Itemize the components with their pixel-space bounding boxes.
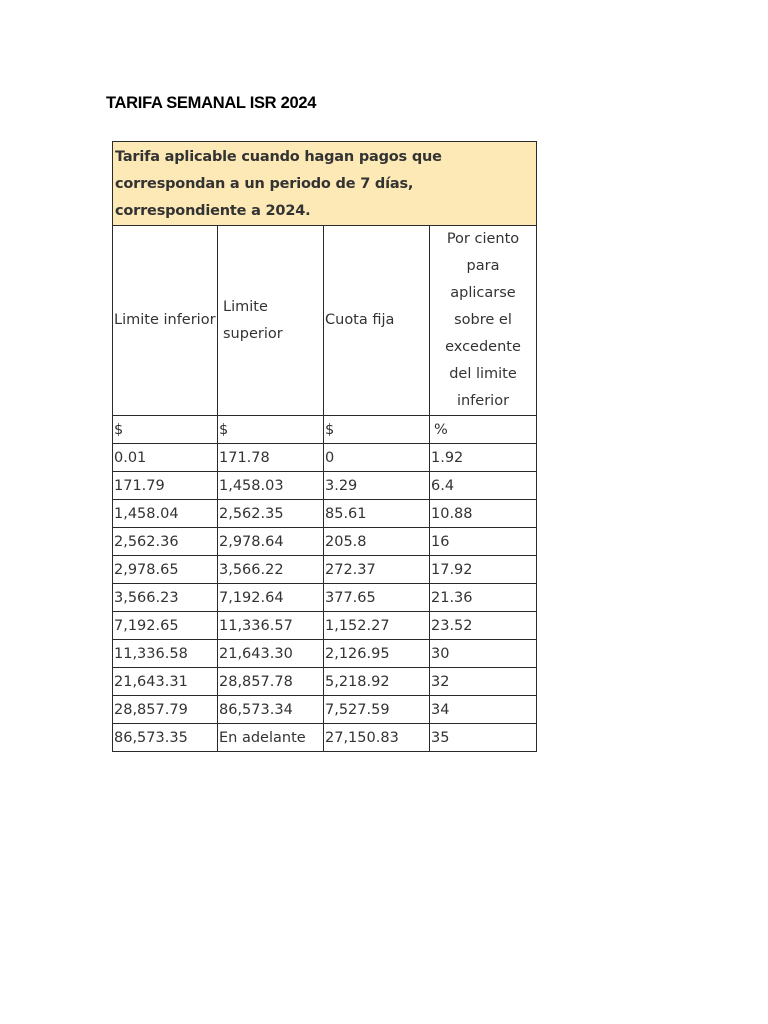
table-cell: 2,562.36: [113, 528, 218, 556]
table-cell: 171.79: [113, 472, 218, 500]
table-cell: 30: [430, 640, 537, 668]
unit-cell: $: [218, 416, 324, 444]
table-cell: 2,562.35: [218, 500, 324, 528]
table-cell: 3.29: [324, 472, 430, 500]
table-cell: 272.37: [324, 556, 430, 584]
isr-rate-table: [112, 141, 537, 752]
table-cell: 3,566.23: [113, 584, 218, 612]
table-cell: 28,857.79: [113, 696, 218, 724]
unit-row: [113, 416, 537, 444]
table-row: [113, 444, 537, 472]
column-header-limite-superior: Limite superior: [218, 226, 324, 416]
table-cell: 1,458.03: [218, 472, 324, 500]
table-cell: 1.92: [430, 444, 537, 472]
table-cell: 3,566.22: [218, 556, 324, 584]
table-cell: 6.4: [430, 472, 537, 500]
table-cell: 0.01: [113, 444, 218, 472]
table-cell: 23.52: [430, 612, 537, 640]
table-cell: 1,152.27: [324, 612, 430, 640]
unit-cell: %: [430, 416, 537, 444]
table-cell: 16: [430, 528, 537, 556]
unit-cell: $: [324, 416, 430, 444]
table-cell: 21.36: [430, 584, 537, 612]
table-cell: 2,126.95: [324, 640, 430, 668]
table-cell: 5,218.92: [324, 668, 430, 696]
column-header-limite-inferior: Limite inferior: [113, 226, 218, 416]
column-header-por-ciento: Por ciento para aplicarse sobre el excedente del limite inferior: [430, 226, 537, 416]
table-row: [113, 696, 537, 724]
table-row: [113, 500, 537, 528]
table-row: [113, 528, 537, 556]
document-title: TARIFA SEMANAL ISR 2024: [106, 94, 317, 112]
table-cell: 7,192.65: [113, 612, 218, 640]
table-cell: 377.65: [324, 584, 430, 612]
unit-cell: $: [113, 416, 218, 444]
column-header-row: [113, 226, 537, 416]
table-cell: 205.8: [324, 528, 430, 556]
table-cell: 7,527.59: [324, 696, 430, 724]
table-cell: 2,978.64: [218, 528, 324, 556]
table-cell: 1,458.04: [113, 500, 218, 528]
table-row: [113, 668, 537, 696]
table-cell: 85.61: [324, 500, 430, 528]
table-cell: 86,573.35: [113, 724, 218, 752]
table-cell: 17.92: [430, 556, 537, 584]
table-cell: 28,857.78: [218, 668, 324, 696]
table-cell: 27,150.83: [324, 724, 430, 752]
table-row: [113, 556, 537, 584]
table-caption: Tarifa aplicable cuando hagan pagos que correspondan a un periodo de 7 días, correspondiente a 2024.: [113, 142, 537, 226]
table-row: [113, 584, 537, 612]
table-row: [113, 640, 537, 668]
isr-table-container: [112, 141, 536, 752]
table-cell: 2,978.65: [113, 556, 218, 584]
table-cell: 10.88: [430, 500, 537, 528]
table-row: [113, 612, 537, 640]
table-cell: 21,643.31: [113, 668, 218, 696]
table-cell: 86,573.34: [218, 696, 324, 724]
table-row: [113, 472, 537, 500]
table-cell: 35: [430, 724, 537, 752]
table-cell: 34: [430, 696, 537, 724]
table-cell: 7,192.64: [218, 584, 324, 612]
table-cell: 21,643.30: [218, 640, 324, 668]
table-cell: 11,336.58: [113, 640, 218, 668]
table-cell: 11,336.57: [218, 612, 324, 640]
table-cell: 0: [324, 444, 430, 472]
table-cell: En adelante: [218, 724, 324, 752]
table-row: [113, 724, 537, 752]
table-cell: 171.78: [218, 444, 324, 472]
table-cell: 32: [430, 668, 537, 696]
column-header-cuota-fija: Cuota fija: [324, 226, 430, 416]
